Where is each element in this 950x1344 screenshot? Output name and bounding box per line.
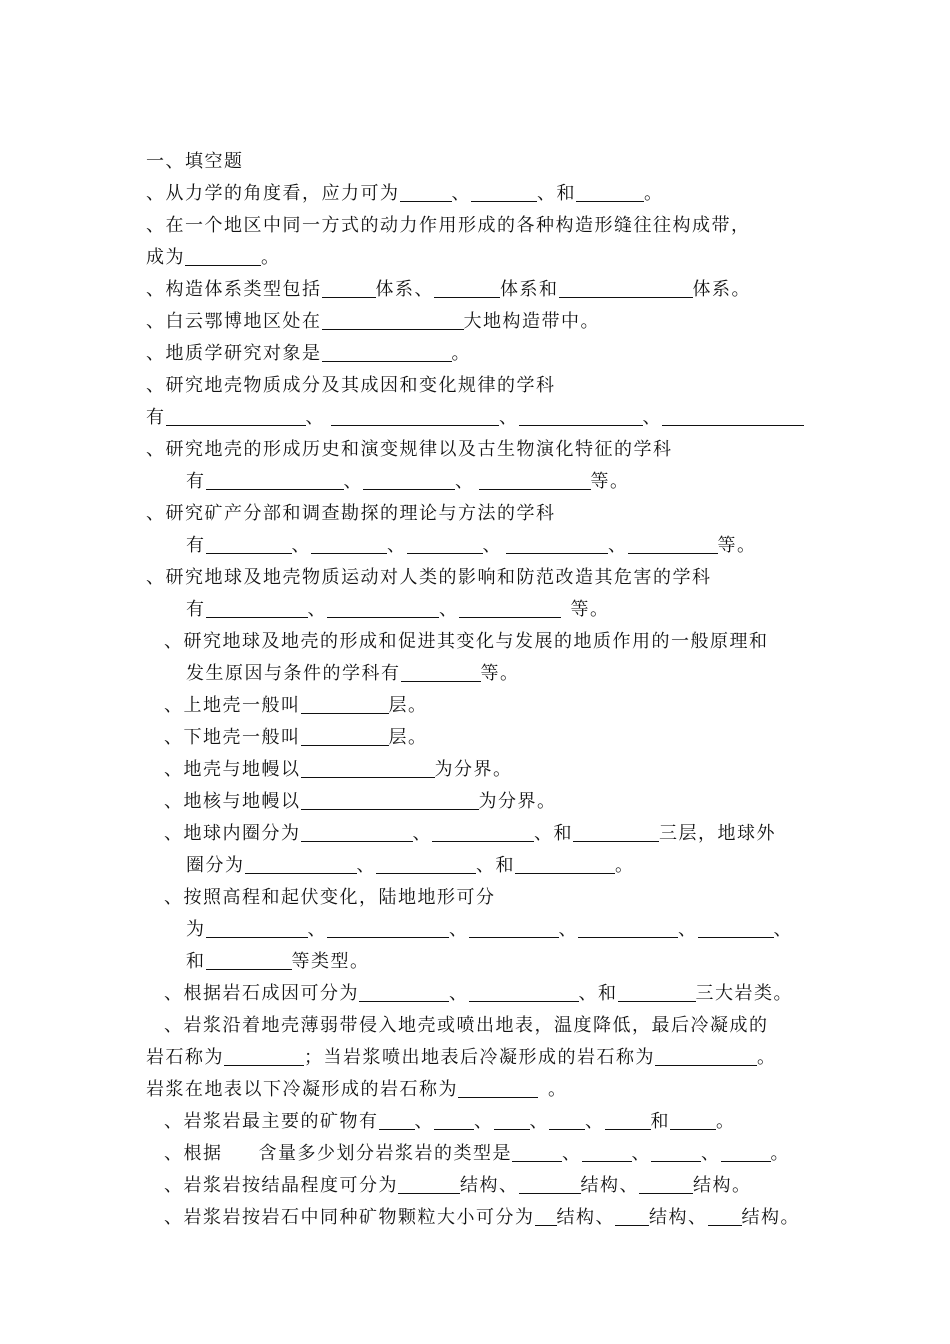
question-20 bbox=[164, 1142, 790, 1166]
q18-text-f: 。 bbox=[548, 1079, 568, 1100]
q16-blank-1 bbox=[206, 919, 308, 938]
q19-text-a: 、岩浆岩最主要的矿物有 bbox=[164, 1111, 379, 1132]
q15-text-f: 、 bbox=[356, 855, 376, 876]
q17-blank-1 bbox=[359, 983, 449, 1002]
q7-text-b: 有 bbox=[186, 471, 206, 492]
q8-blank-5 bbox=[628, 535, 718, 554]
question-18-line-3 bbox=[146, 1078, 568, 1102]
q14-text-b: 为分界。 bbox=[478, 791, 557, 812]
q17-text-d: 三大岩类。 bbox=[695, 983, 793, 1004]
q17-blank-2 bbox=[469, 983, 579, 1002]
q9-blank-2 bbox=[327, 599, 439, 618]
q20-text-f: 。 bbox=[770, 1143, 790, 1164]
question-9-line-2 bbox=[186, 598, 610, 622]
q20-blank-4 bbox=[721, 1143, 771, 1162]
q16-text-h: 和 bbox=[186, 951, 206, 972]
q15-blank-6 bbox=[515, 855, 615, 874]
q17-blank-3 bbox=[618, 983, 696, 1002]
q19-text-f: 和 bbox=[650, 1111, 670, 1132]
question-18-line-1: 、岩浆沿着地壳薄弱带侵入地壳或喷出地表，温度降低，最后冷凝成的 bbox=[164, 1015, 769, 1036]
q21-blank-3 bbox=[639, 1175, 693, 1194]
q13-text-a: 、地壳与地幔以 bbox=[164, 759, 301, 780]
q18-text-e: 岩浆在地表以下冷凝形成的岩石称为 bbox=[146, 1079, 458, 1100]
q9-text-e: 等。 bbox=[570, 599, 610, 620]
question-7-line-2 bbox=[186, 470, 630, 494]
q15-blank-2 bbox=[432, 823, 534, 842]
q22-text-c: 结构、 bbox=[649, 1207, 708, 1228]
q10-blank-1 bbox=[401, 663, 481, 682]
q21-blank-2 bbox=[519, 1175, 581, 1194]
q9-text-b: 有 bbox=[186, 599, 206, 620]
q16-blank-6 bbox=[206, 951, 292, 970]
q12-text-b: 层。 bbox=[388, 727, 428, 748]
q19-text-b: 、 bbox=[414, 1111, 434, 1132]
q15-text-h: 。 bbox=[615, 855, 635, 876]
q20-text-b: 含量多少划分岩浆岩的类型是 bbox=[258, 1143, 512, 1164]
question-6-line-2 bbox=[146, 406, 804, 430]
q8-text-g: 等。 bbox=[717, 535, 757, 556]
q3-blank-3 bbox=[559, 279, 693, 298]
q6-blank-3 bbox=[519, 407, 643, 426]
q1-text-c: 、和 bbox=[537, 183, 576, 204]
q2-text-c: 。 bbox=[261, 247, 281, 268]
q7-text-d: 、 bbox=[455, 471, 475, 492]
q8-blank-4 bbox=[506, 535, 608, 554]
q18-text-c: ；当岩浆喷出地表后冷凝形成的岩石称为 bbox=[304, 1047, 655, 1068]
question-5 bbox=[146, 342, 471, 366]
q1-text-d: 。 bbox=[644, 183, 664, 204]
q11-text-b: 层。 bbox=[388, 695, 428, 716]
q15-text-e: 圈分为 bbox=[186, 855, 245, 876]
q19-blank-5 bbox=[605, 1111, 651, 1130]
q7-blank-2 bbox=[363, 471, 455, 490]
q20-text-a: 、根据 bbox=[164, 1143, 223, 1164]
q16-text-g: 、 bbox=[773, 919, 793, 940]
q3-blank-2 bbox=[434, 279, 500, 298]
q20-blank-1 bbox=[512, 1143, 562, 1162]
question-16-line-2 bbox=[186, 918, 793, 942]
q19-text-e: 、 bbox=[585, 1111, 605, 1132]
q22-text-a: 、岩浆岩按岩石中同种矿物颗粒大小可分为 bbox=[164, 1207, 535, 1228]
question-13 bbox=[164, 758, 513, 782]
question-22 bbox=[164, 1206, 800, 1230]
q6-text-e: 、 bbox=[642, 407, 662, 428]
q16-text-b: 为 bbox=[186, 919, 206, 940]
q8-text-b: 有 bbox=[186, 535, 206, 556]
question-16-line-3 bbox=[186, 950, 370, 974]
q3-text-a: 、构造体系类型包括 bbox=[146, 279, 322, 300]
q21-text-d: 结构。 bbox=[693, 1175, 752, 1196]
q19-blank-1 bbox=[379, 1111, 415, 1130]
q20-text-d: 、 bbox=[631, 1143, 651, 1164]
q19-blank-3 bbox=[494, 1111, 530, 1130]
q1-blank-2 bbox=[471, 183, 537, 202]
q18-text-b: 岩石称为 bbox=[146, 1047, 224, 1068]
q19-text-c: 、 bbox=[474, 1111, 494, 1132]
q16-blank-3 bbox=[469, 919, 559, 938]
q3-text-d: 体系。 bbox=[692, 279, 751, 300]
q9-blank-3 bbox=[459, 599, 561, 618]
q1-text-b: 、 bbox=[451, 183, 471, 204]
q8-blank-2 bbox=[311, 535, 387, 554]
question-8-line-1: 、研究矿产分部和调查勘探的理论与方法的学科 bbox=[146, 503, 556, 524]
question-11 bbox=[164, 694, 428, 718]
q16-blank-5 bbox=[698, 919, 774, 938]
q15-blank-1 bbox=[301, 823, 413, 842]
q15-blank-3 bbox=[573, 823, 659, 842]
q15-blank-5 bbox=[376, 855, 476, 874]
q16-text-i: 等类型。 bbox=[291, 951, 370, 972]
q16-text-e: 、 bbox=[558, 919, 578, 940]
q20-blank-2 bbox=[582, 1143, 632, 1162]
q2-blank-1 bbox=[185, 247, 261, 266]
q17-text-b: 、 bbox=[449, 983, 469, 1004]
q6-blank-2 bbox=[331, 407, 499, 426]
q8-text-c: 、 bbox=[291, 535, 311, 556]
q16-blank-2 bbox=[327, 919, 449, 938]
q6-text-b: 有 bbox=[146, 407, 166, 428]
question-4 bbox=[146, 310, 600, 334]
q10-text-b: 发生原因与条件的学科有 bbox=[186, 663, 401, 684]
q15-blank-4 bbox=[245, 855, 357, 874]
q2-text-b: 成为 bbox=[146, 247, 185, 268]
q21-text-b: 结构、 bbox=[460, 1175, 519, 1196]
question-3 bbox=[146, 278, 751, 302]
q8-blank-3 bbox=[407, 535, 483, 554]
q10-text-c: 等。 bbox=[480, 663, 520, 684]
question-8-line-2 bbox=[186, 534, 757, 558]
q13-text-b: 为分界。 bbox=[434, 759, 513, 780]
question-15-line-1 bbox=[164, 822, 776, 846]
q19-blank-6 bbox=[670, 1111, 716, 1130]
q7-text-e: 等。 bbox=[590, 471, 630, 492]
question-18-line-2 bbox=[146, 1046, 777, 1070]
q7-text-c: 、 bbox=[343, 471, 363, 492]
q19-text-g: 。 bbox=[716, 1111, 736, 1132]
q3-text-c: 体系和 bbox=[500, 279, 559, 300]
q6-text-c: 、 bbox=[305, 407, 325, 428]
q15-text-g: 、和 bbox=[476, 855, 515, 876]
q6-blank-1 bbox=[166, 407, 306, 426]
q22-blank-2 bbox=[615, 1207, 649, 1226]
question-10-line-2 bbox=[186, 662, 520, 686]
q22-blank-3 bbox=[708, 1207, 742, 1226]
q7-blank-3 bbox=[479, 471, 591, 490]
question-16-line-1: 、按照高程和起伏变化，陆地地形可分 bbox=[164, 887, 496, 908]
q15-text-b: 、 bbox=[412, 823, 432, 844]
q15-text-d: 三层，地球外 bbox=[659, 823, 776, 844]
q5-text-a: 、地质学研究对象是 bbox=[146, 343, 322, 364]
q8-blank-1 bbox=[206, 535, 292, 554]
q19-blank-2 bbox=[434, 1111, 474, 1130]
q11-text-a: 、上地壳一般叫 bbox=[164, 695, 301, 716]
question-12 bbox=[164, 726, 428, 750]
question-17 bbox=[164, 982, 793, 1006]
q1-blank-1 bbox=[400, 183, 452, 202]
q6-blank-4 bbox=[662, 407, 804, 426]
q20-text-c: 、 bbox=[562, 1143, 582, 1164]
q15-text-c: 、和 bbox=[534, 823, 573, 844]
q16-blank-4 bbox=[578, 919, 678, 938]
q4-text-a: 、白云鄂博地区处在 bbox=[146, 311, 322, 332]
q16-text-f: 、 bbox=[678, 919, 698, 940]
q6-text-d: 、 bbox=[499, 407, 519, 428]
q9-text-d: 、 bbox=[439, 599, 459, 620]
question-19 bbox=[164, 1110, 736, 1134]
q18-blank-2 bbox=[655, 1047, 757, 1066]
q21-blank-1 bbox=[398, 1175, 460, 1194]
question-7-line-1: 、研究地壳的形成历史和演变规律以及古生物演化特征的学科 bbox=[146, 439, 673, 460]
q15-text-a: 、地球内圈分为 bbox=[164, 823, 301, 844]
q17-text-c: 、和 bbox=[578, 983, 618, 1004]
q8-text-d: 、 bbox=[387, 535, 407, 556]
q17-text-a: 、根据岩石成因可分为 bbox=[164, 983, 359, 1004]
question-9-line-1: 、研究地球及地壳物质运动对人类的影响和防范改造其危害的学科 bbox=[146, 567, 712, 588]
question-10-line-1: 、研究地球及地壳的形成和促进其变化与发展的地质作用的一般原理和 bbox=[164, 631, 769, 652]
q16-text-d: 、 bbox=[449, 919, 469, 940]
q14-text-a: 、地核与地幔以 bbox=[164, 791, 301, 812]
q20-blank-3 bbox=[651, 1143, 701, 1162]
q8-text-f: 、 bbox=[608, 535, 628, 556]
q4-blank-1 bbox=[322, 311, 464, 330]
question-1 bbox=[146, 182, 664, 206]
q9-text-c: 、 bbox=[307, 599, 327, 620]
q4-text-b: 大地构造带中。 bbox=[463, 311, 600, 332]
q18-blank-3 bbox=[458, 1079, 538, 1098]
q19-blank-4 bbox=[549, 1111, 585, 1130]
q11-blank-1 bbox=[301, 695, 389, 714]
q21-text-a: 、岩浆岩按结晶程度可分为 bbox=[164, 1175, 398, 1196]
question-21 bbox=[164, 1174, 752, 1198]
q21-text-c: 结构、 bbox=[580, 1175, 639, 1196]
q1-text-a: 、从力学的角度看，应力可为 bbox=[146, 183, 400, 204]
q22-blank-1 bbox=[535, 1207, 557, 1226]
question-15-line-2 bbox=[186, 854, 635, 878]
question-14 bbox=[164, 790, 557, 814]
question-2-line-1: 、在一个地区中同一方式的动力作用形成的各种构造形缝往往构成带， bbox=[146, 215, 751, 236]
q3-text-b: 体系、 bbox=[375, 279, 434, 300]
q5-text-b: 。 bbox=[451, 343, 471, 364]
section-heading: 一、填空题 bbox=[146, 151, 244, 172]
q22-text-b: 结构、 bbox=[556, 1207, 615, 1228]
q3-blank-1 bbox=[322, 279, 376, 298]
q5-blank-1 bbox=[322, 343, 452, 362]
q18-blank-1 bbox=[224, 1047, 304, 1066]
question-6-line-1: 、研究地壳物质成分及其成因和变化规律的学科 bbox=[146, 375, 556, 396]
q22-text-d: 结构。 bbox=[741, 1207, 800, 1228]
q19-text-d: 、 bbox=[529, 1111, 549, 1132]
q14-blank-1 bbox=[301, 791, 479, 810]
q8-text-e: 、 bbox=[482, 535, 502, 556]
q7-blank-1 bbox=[206, 471, 344, 490]
q16-text-c: 、 bbox=[307, 919, 327, 940]
q9-blank-1 bbox=[206, 599, 308, 618]
question-2-line-2 bbox=[146, 246, 281, 270]
q12-blank-1 bbox=[301, 727, 389, 746]
q12-text-a: 、下地壳一般叫 bbox=[164, 727, 301, 748]
q13-blank-1 bbox=[301, 759, 435, 778]
q18-text-d: 。 bbox=[757, 1047, 777, 1068]
q20-text-e: 、 bbox=[701, 1143, 721, 1164]
q1-blank-3 bbox=[576, 183, 644, 202]
